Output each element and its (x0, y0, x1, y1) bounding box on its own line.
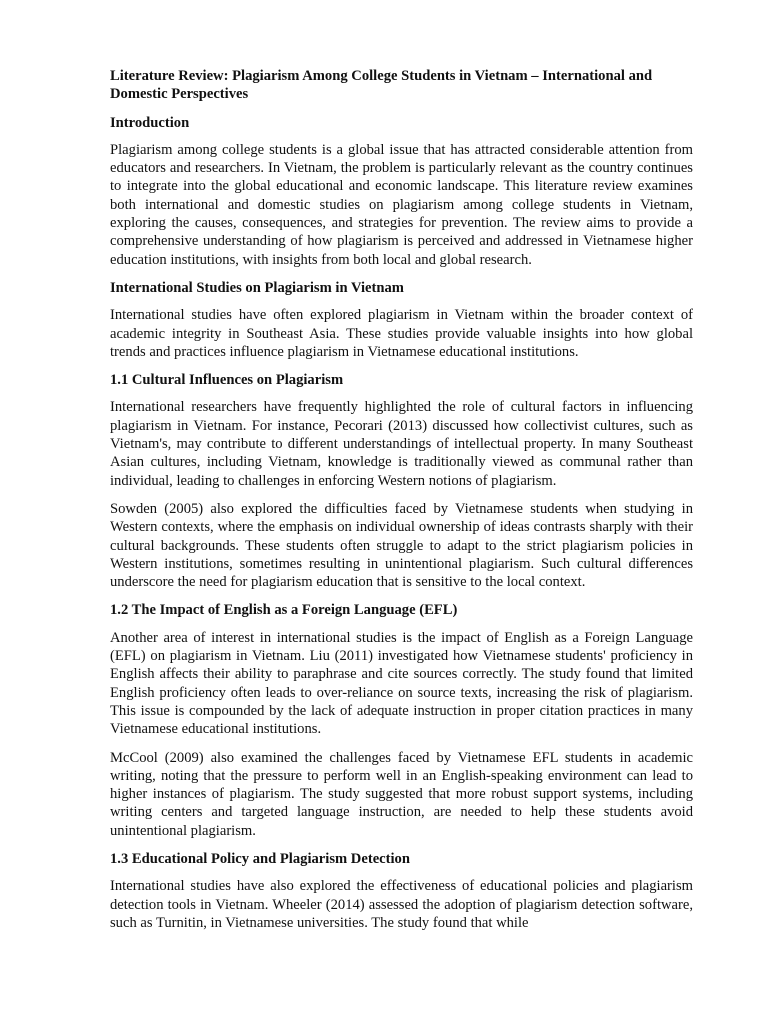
section-heading-cultural-influences: 1.1 Cultural Influences on Plagiarism (110, 372, 344, 389)
paragraph: Plagiarism among college students is a global issue that has attracted considerable attention from educators and researchers. In Vietnam, the problem is particularly relevant as the country continues to integrate into the global educational and economic landscape. This literature review examines both international and domestic studies on plagiarism among college students in Vietnam, exploring the causes, consequences, and strategies for prevention. The review aims to provide a comprehensive understanding of how plagiarism is perceived and addressed in Vietnamese higher education institutions, with insights from both local and global research. (110, 141, 693, 268)
paragraph: Sowden (2005) also explored the difficulties faced by Vietnamese students when studying in Western contexts, where the emphasis on individual ownership of ideas contrasts sharply with their cultural backgrounds. These students often struggle to adapt to the strict plagiarism policies in Western institutions, sometimes resulting in unintentional plagiarism. Such cultural differences underscore the need for plagiarism education that is sensitive to the local context. (110, 500, 693, 591)
paragraph: McCool (2009) also examined the challenges faced by Vietnamese EFL students in academic writing, noting that the pressure to perform well in an English-speaking environment can lead to higher instances of plagiarism. The study suggested that more robust support systems, including writing centers and targeted language instruction, are needed to help these students avoid unintentional plagiarism. (110, 749, 693, 839)
section-heading-introduction: Introduction (110, 114, 190, 131)
section-heading-international-studies: International Studies on Plagiarism in Vietnam (110, 279, 404, 296)
document-body (110, 67, 693, 942)
document-title: Literature Review: Plagiarism Among College Students in Vietnam – International and Domestic Perspectives (110, 68, 653, 103)
section-heading-educational-policy: 1.3 Educational Policy and Plagiarism Detection (110, 850, 410, 867)
paragraph: International researchers have frequently highlighted the role of cultural factors in influencing plagiarism in Vietnam. For instance, Pecorari (2013) discussed how collectivist cultures, such as Vietnam's, may contribute to different understandings of intellectual property. In many Southeast Asian cultures, including Vietnam, knowledge is traditionally viewed as communal rather than individual, leading to challenges in enforcing Western notions of plagiarism. (110, 399, 693, 489)
paragraph: International studies have often explored plagiarism in Vietnam within the broader context of academic integrity in Southeast Asia. These studies provide valuable insights into how global trends and practices influence plagiarism in Vietnamese educational institutions. (110, 307, 693, 360)
paragraph: Another area of interest in international studies is the impact of English as a Foreign Language (EFL) on plagiarism in Vietnam. Liu (2011) investigated how Vietnamese students' proficiency in English affects their ability to paraphrase and cite sources correctly. The study found that limited English proficiency often leads to over-reliance on source texts, increasing the risk of plagiarism. This issue is compounded by the lack of adequate instruction in proper citation practices in many Vietnamese educational institutions. (110, 629, 693, 738)
section-heading-efl-impact: 1.2 The Impact of English as a Foreign Language (EFL) (110, 602, 458, 619)
paragraph: International studies have also explored the effectiveness of educational policies and plagiarism detection tools in Vietnam. Wheeler (2014) assessed the adoption of plagiarism detection software, such as Turnitin, in Vietnamese universities. The study found that while (110, 878, 693, 931)
